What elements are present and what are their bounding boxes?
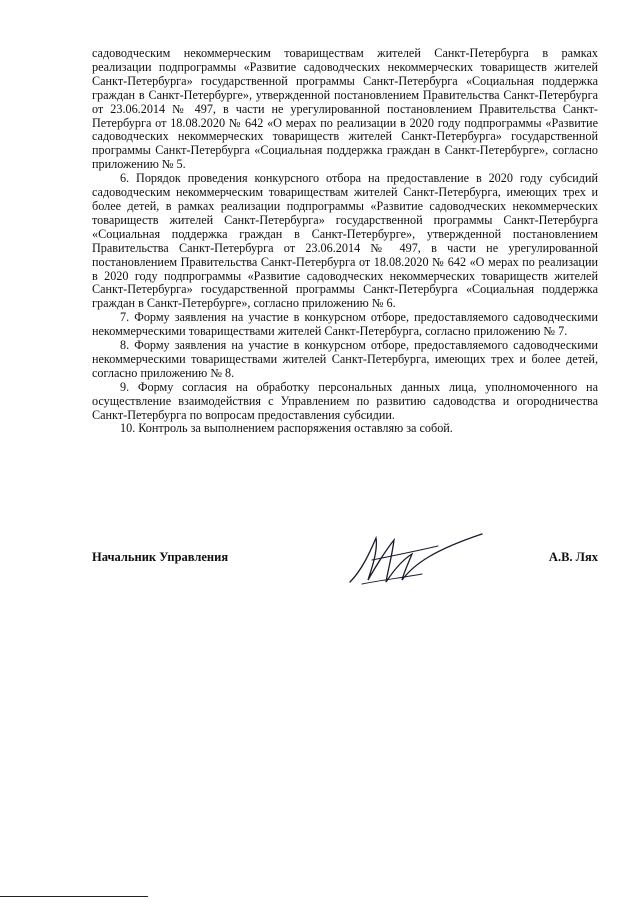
document-body bbox=[92, 47, 598, 436]
signatory-title: Начальник Управления bbox=[92, 550, 229, 564]
paragraph-item-8: 8. Форму заявления на участие в конкурсном отборе, предоставляемого садоводческими некоммерческими товариществами жителей Санкт-Петербурга, имеющих трех и более детей, согласно приложению № 8. bbox=[92, 338, 598, 380]
paragraph-continuation: садоводческим некоммерческим товариществам жителей Санкт-Петербурга в рамках реализации подпрограммы «Развитие садоводческих некоммерческих товариществ жителей Санкт-Петербурга» государственной программы Санкт-Петербурга «Социальная поддержка граждан в Санкт-Петербурге», утвержденной постановлением Правительства Санкт-Петербурга от 23.06.2014 № 497, в части не урегулированной постановлением Правительства Санкт-Петербурга от 18.08.2020 № 642 «О мерах по реализации в 2020 году подпрограммы «Развитие садоводческих некоммерческих товариществ жителей Санкт-Петербурга» государственной программы Санкт-Петербурга «Социальная поддержка граждан в Санкт-Петербурге», согласно приложению № 5. bbox=[92, 46, 598, 172]
paragraph-item-10: 10. Контроль за выполнением распоряжения оставляю за собой. bbox=[120, 421, 453, 436]
handwritten-signature bbox=[342, 530, 492, 590]
signature-block bbox=[92, 550, 598, 590]
footer-divider bbox=[0, 896, 148, 897]
paragraph-item-6: 6. Порядок проведения конкурсного отбора на предоставление в 2020 году субсидий садоводческим некоммерческим товариществам жителей Санкт-Петербурга, имеющих трех и более детей, в рамках реализации подпрограммы «Развитие садоводческих некоммерческих товариществ жителей Санкт-Петербурга» государственной программы Санкт-Петербурга «Социальная поддержка граждан в Санкт-Петербурге», утвержденной постановлением Правительства Санкт-Петербурга от 23.06.2014 № 497, в части не урегулированной постановлением Правительства Санкт-Петербурга от 18.08.2020 № 642 «О мерах по реализации в 2020 году подпрограммы «Развитие садоводческих некоммерческих товариществ жителей Санкт-Петербурга» государственной программы Санкт-Петербурга «Социальная поддержка граждан в Санкт-Петербурге», согласно приложению № 6. bbox=[92, 171, 598, 311]
paragraph-item-7: 7. Форму заявления на участие в конкурсном отборе, предоставляемого садоводческими некоммерческими товариществами жителей Санкт-Петербурга, согласно приложению № 7. bbox=[92, 310, 598, 339]
signatory-name: А.В. Лях bbox=[548, 550, 598, 564]
paragraph-item-9: 9. Форму согласия на обработку персональных данных лица, уполномоченного на осуществление взаимодействия с Управлением по развитию садоводства и огородничества Санкт-Петербурга по вопросам предоставления субсидии. bbox=[92, 379, 598, 422]
